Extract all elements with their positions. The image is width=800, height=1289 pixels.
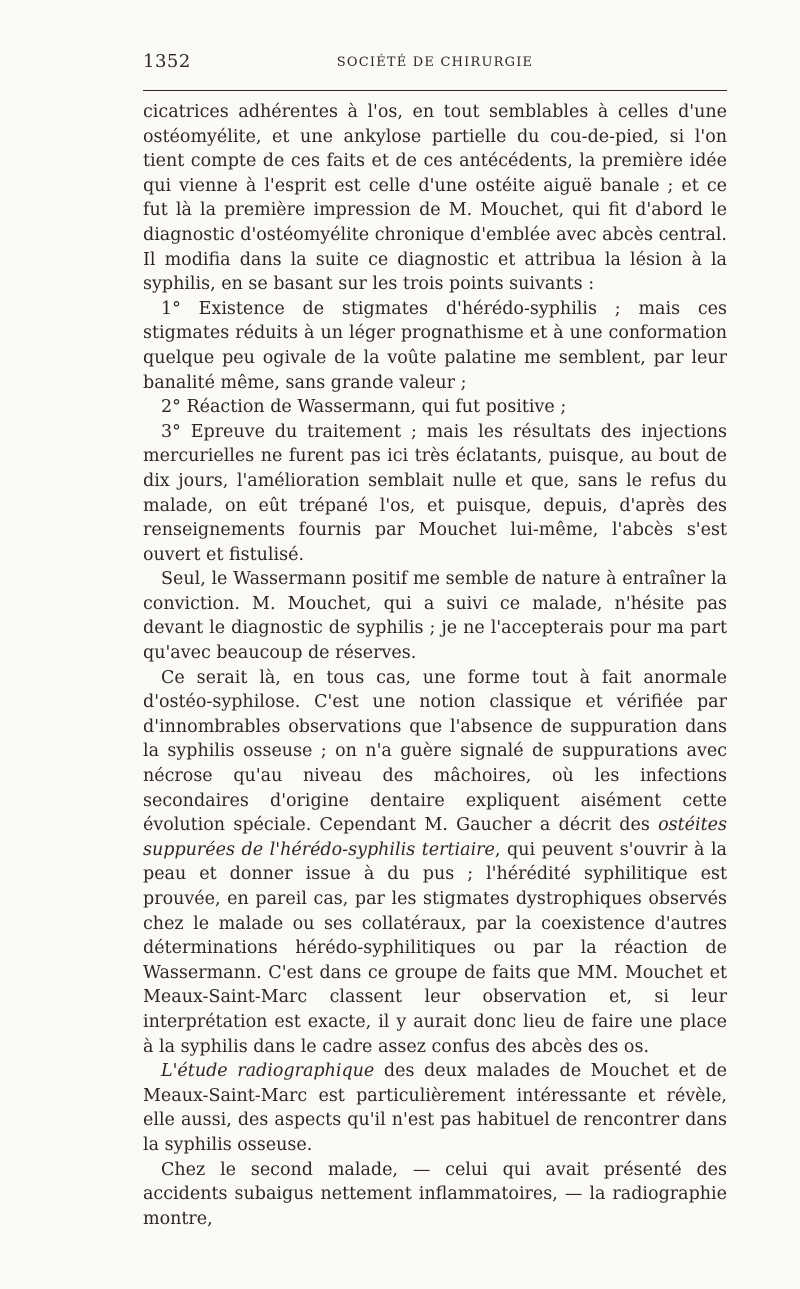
paragraph-osteo-syphilose-after: , qui peuvent s'ouvrir à la peau et donner issue à du pus ; l'hérédité syphilitique est prouvée, en pareil cas, par les stigmates dystrophiques observés chez le malade ou ses collatéraux, par la coexistence d'autres déterminations hérédo-syphilitiques ou par la réaction de Wassermann. C'est dans ce groupe de faits que MM. Mouchet et Meaux-Saint-Marc classent leur observation et, si leur interprétation est exacte, il y aurait donc lieu de faire une place à la syphilis dans le cadre assez confus des abcès des os. <box>143 839 727 1057</box>
paragraph-wassermann: Seul, le Wassermann positif me semble de nature à entraîner la conviction. M. Mouchet, qui a suivi ce malade, n'hésite pas devant le diagnostic de syphilis ; je ne l'accepterais pour ma part qu'avec beaucoup de réserves. <box>143 569 727 664</box>
paragraph-point-2: 2° Réaction de Wassermann, qui fut positive ; <box>161 397 567 418</box>
paragraph-osteo-syphilose <box>143 666 727 1060</box>
paragraph-osteo-syphilose-before: Ce serait là, en tous cas, une forme tout à fait anormale d'ostéo-syphilose. C'est une notion classique et vérifiée par d'innombrables observations que l'absence de suppuration dans la syphilis osseuse ; on n'a guère signalé de suppurations avec nécrose qu'au niveau des mâchoires, où les infections secondaires d'origine dentaire expliquent aisément cette évolution spéciale. Cependant M. Gaucher a décrit des <box>143 667 727 836</box>
page-number: 1352 <box>143 51 191 72</box>
body-text <box>143 100 727 1231</box>
paragraph-1: cicatrices adhérentes à l'os, en tout semblables à celles d'une ostéomyélite, et une ankylose partielle du cou-de-pied, si l'on tient compte de ces faits et de ces antécédents, la première idée qui vienne à l'esprit est celle d'une ostéite aiguë banale ; et ce fut là la première impression de M. Mouchet, qui fit d'abord le diagnostic d'ostéomyélite chronique d'emblée avec abcès central. Il modifia dans la suite ce diagnostic et attribua la lésion à la syphilis, en se basant sur les trois points suivants : <box>143 102 727 295</box>
paragraph-osteo-syphilose-italic: ostéites suppurées de l'hérédo-syphilis tertiaire <box>143 815 727 860</box>
paragraph-etude-radiographique-italic: L'étude radiographique <box>161 1061 375 1082</box>
paragraph-point-1: 1° Existence de stigmates d'hérédo-syphilis ; mais ces stigmates réduits à un léger prognathisme et à une conformation quelque peu ogivale de la voûte palatine me semblent, par leur banalité même, sans grande valeur ; <box>143 298 727 393</box>
paragraph-point-3: 3° Epreuve du traitement ; mais les résultats des injections mercurielles ne furent pas ici très éclatants, puisque, au bout de dix jours, l'amélioration semblait nulle et que, sans le refus du malade, on eût trépané l'os, et puisque, depuis, d'après des renseignements fournis par Mouchet lui-même, l'abcès s'est ouvert et fistulisé. <box>143 421 727 565</box>
header-rule <box>143 90 727 91</box>
page-header <box>143 51 727 77</box>
paragraph-etude-radiographique-after: des deux malades de Mouchet et de Meaux-Saint-Marc est particulièrement intéressante et révèle, elle aussi, des aspects qu'il n'est pas habituel de rencontrer dans la syphilis osseuse. <box>143 1061 728 1155</box>
paragraph-etude-radiographique <box>143 1059 727 1157</box>
paragraph-second-malade: Chez le second malade, — celui qui avait présenté des accidents subaigus nettement inflammatoires, — la radiographie montre, <box>143 1159 727 1229</box>
running-head: SOCIÉTÉ DE CHIRURGIE <box>336 55 534 70</box>
